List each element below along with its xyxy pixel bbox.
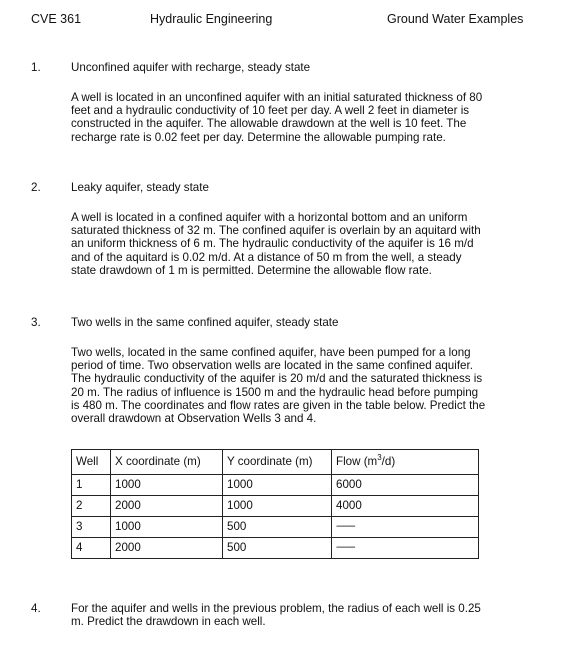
well-id-cell: 3 bbox=[72, 517, 111, 538]
problem-2-number: 2. bbox=[31, 181, 41, 194]
problem-1-line: A well is located in an unconfined aquifer with an initial saturated thickness of 80 bbox=[71, 91, 483, 104]
problem-4-text bbox=[71, 602, 549, 628]
problem-2-text bbox=[71, 211, 549, 277]
table-row bbox=[72, 517, 479, 538]
y-coordinate-cell: 1000 bbox=[223, 475, 332, 496]
well-id-cell: 4 bbox=[72, 538, 111, 559]
flow-header-suffix: /d) bbox=[381, 455, 396, 469]
column-header-flow bbox=[332, 450, 479, 475]
course-subject: Hydraulic Engineering bbox=[150, 12, 273, 26]
table-header-row bbox=[72, 450, 479, 475]
problem-4-line: m. Predict the drawdown in each well. bbox=[71, 615, 266, 629]
problem-2-line: an uniform thickness of 6 m. The hydraulic conductivity of the aquifer is 16 m/d bbox=[71, 237, 474, 251]
x-coordinate-cell: 2000 bbox=[111, 538, 223, 559]
problem-3-text bbox=[71, 346, 549, 425]
document-topic: Ground Water Examples bbox=[387, 12, 524, 26]
flow-header-superscript: 3 bbox=[377, 453, 382, 463]
flow-cell: 6000 bbox=[332, 475, 479, 496]
problem-1-number: 1. bbox=[31, 61, 41, 74]
problem-2-line: A well is located in a confined aquifer with a horizontal bottom and an uniform bbox=[71, 211, 468, 224]
y-coordinate-cell: 1000 bbox=[223, 496, 332, 517]
problem-4-line: For the aquifer and wells in the previous problem, the radius of each well is 0.25 bbox=[71, 602, 481, 615]
column-header-well: Well bbox=[72, 450, 111, 475]
problem-3-line: Two wells, located in the same confined aquifer, have been pumped for a long bbox=[71, 346, 471, 359]
problem-2-line: saturated thickness of 32 m. The confined aquifer is overlain by an aquitard with bbox=[71, 224, 481, 238]
flow-header-prefix: Flow (m bbox=[336, 455, 378, 469]
problem-1-text bbox=[71, 91, 549, 144]
flow-cell: 4000 bbox=[332, 496, 479, 517]
problem-3-title: Two wells in the same confined aquifer, steady state bbox=[71, 316, 339, 329]
problem-3-line: is 480 m. The coordinates and flow rates are given in the table below. Predict the bbox=[71, 398, 486, 412]
x-coordinate-cell: 2000 bbox=[111, 496, 223, 517]
problem-2-line: and of the aquitard is 0.02 m/d. At a distance of 50 m from the well, a steady bbox=[71, 250, 462, 264]
x-coordinate-cell: 1000 bbox=[111, 475, 223, 496]
table-row bbox=[72, 538, 479, 559]
column-header-y: Y coordinate (m) bbox=[223, 450, 332, 475]
problem-4-number: 4. bbox=[31, 602, 41, 615]
problem-2-line: state drawdown of 1 m is permitted. Determine the allowable flow rate. bbox=[71, 263, 432, 277]
well-id-cell: 2 bbox=[72, 496, 111, 517]
well-id-cell: 1 bbox=[72, 475, 111, 496]
problem-1-line: feet and a hydraulic conductivity of 10 feet per day. A well 2 feet in diameter is bbox=[71, 104, 470, 118]
problem-1-title: Unconfined aquifer with recharge, steady state bbox=[71, 61, 311, 74]
column-header-x: X coordinate (m) bbox=[111, 450, 223, 475]
x-coordinate-cell: 1000 bbox=[111, 517, 223, 538]
well-data-table bbox=[71, 449, 479, 559]
problem-3-line: period of time. Two observation wells are located in the same confined aquifer. bbox=[71, 359, 473, 373]
problem-2-title: Leaky aquifer, steady state bbox=[71, 181, 209, 194]
problem-3-number: 3. bbox=[31, 316, 41, 329]
problem-3-line: 20 m. The radius of influence is 1500 m and the hydraulic head before pumping bbox=[71, 385, 479, 399]
y-coordinate-cell: 500 bbox=[223, 538, 332, 559]
problem-1-line: constructed in the aquifer. The allowable drawdown at the well is 10 feet. The bbox=[71, 117, 467, 131]
table-row bbox=[72, 475, 479, 496]
flow-cell: -------- bbox=[332, 517, 479, 538]
course-code: CVE 361 bbox=[31, 12, 82, 26]
problem-3-line: The hydraulic conductivity of the aquifer is 20 m/d and the saturated thickness is bbox=[71, 372, 483, 386]
flow-cell: -------- bbox=[332, 538, 479, 559]
y-coordinate-cell: 500 bbox=[223, 517, 332, 538]
problem-1-line: recharge rate is 0.02 feet per day. Determine the allowable pumping rate. bbox=[71, 130, 446, 144]
problem-3-line: overall drawdown at Observation Wells 3 and 4. bbox=[71, 412, 317, 426]
table-row bbox=[72, 496, 479, 517]
